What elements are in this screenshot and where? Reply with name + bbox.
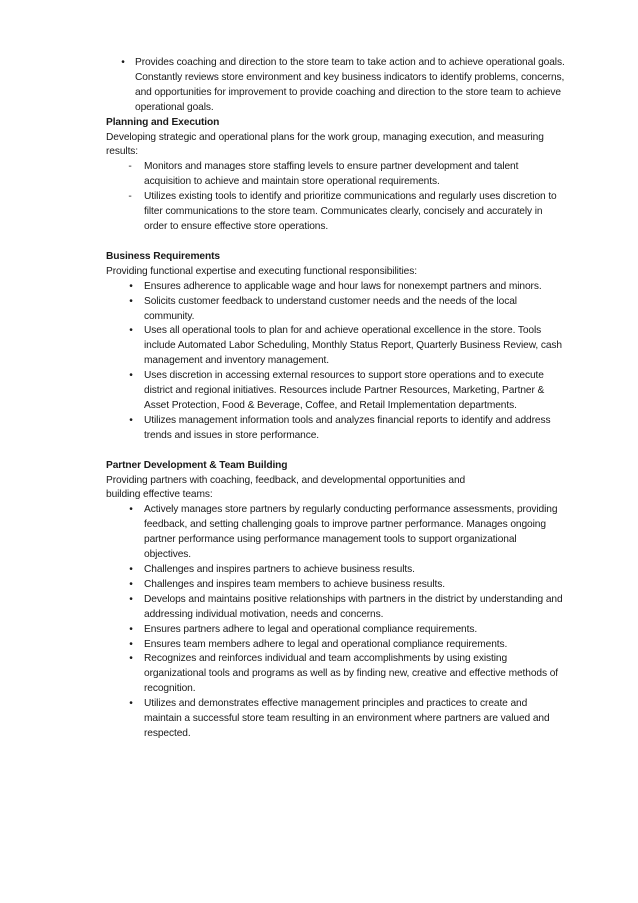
bullet-icon: • <box>121 57 125 68</box>
section-heading-planning: Planning and Execution <box>106 116 220 128</box>
bullet-icon: • <box>129 504 133 516</box>
bullet-icon: • <box>129 698 133 710</box>
bullet-icon: • <box>129 564 133 575</box>
section-heading-partner-development: Partner Development & Team Building <box>106 459 288 471</box>
section-intro-business: Providing functional expertise and executing functional responsibilities: <box>106 265 417 277</box>
bullet-icon: • <box>129 370 133 382</box>
list-item: • Ensures team members adhere to legal and operational compliance requirements. <box>106 638 566 653</box>
bullet-icon: • <box>129 593 133 605</box>
list-item: • Solicits customer feedback to understand customer needs and the needs of the local community. <box>106 295 566 325</box>
dash-icon: - <box>128 161 132 173</box>
business-list <box>106 280 566 444</box>
bullet-icon: • <box>129 295 133 307</box>
list-item: • Recognizes and reinforces individual and team accomplishments by using existing organizational tools and programs as well as by finding new, creative and effective methods of recognition. <box>106 652 566 697</box>
bullet-icon: • <box>129 623 133 635</box>
intro-bullet-list <box>106 56 566 116</box>
bullet-icon: • <box>129 414 133 426</box>
list-item: • Ensures partners adhere to legal and operational compliance requirements. <box>106 623 566 638</box>
list-item: • Challenges and inspires team members to achieve business results. <box>106 578 566 593</box>
list-item: - Utilizes existing tools to identify and prioritize communications and regularly uses discretion to filter communications to the store team. Communicates clearly, concisely and accurately in order to ensure effective store operations. <box>106 190 566 235</box>
bullet-icon: • <box>129 280 133 292</box>
list-item: • Uses discretion in accessing external resources to support store operations and to execute district and regional initiatives. Resources include Partner Resources, Marketing, Partner & Asset Protection, Food & Beverage, Coffee, and Retail Implementation departments. <box>106 369 566 414</box>
section-intro-partner-development: Providing partners with coaching, feedback, and developmental opportunities and building effective teams: <box>106 474 466 501</box>
dash-icon: - <box>128 191 132 203</box>
list-item: - Monitors and manages store staffing levels to ensure partner development and talent acquisition to achieve and maintain store operational requirements. <box>106 160 566 190</box>
bullet-icon: • <box>129 578 133 590</box>
list-item: • Challenges and inspires partners to achieve business results. <box>106 563 566 578</box>
section-intro-planning: Developing strategic and operational plans for the work group, managing execution, and measuring results: <box>106 131 544 158</box>
bullet-icon: • <box>129 638 133 650</box>
list-item: • Ensures adherence to applicable wage and hour laws for nonexempt partners and minors. <box>106 280 566 295</box>
section-heading-business: Business Requirements <box>106 250 220 262</box>
list-item: • Utilizes management information tools and analyzes financial reports to identify and address trends and issues in store performance. <box>106 414 566 444</box>
planning-list <box>106 160 566 235</box>
partner-development-list <box>106 503 566 742</box>
list-item: • Actively manages store partners by regularly conducting performance assessments, providing feedback, and setting challenging goals to improve partner performance. Manages ongoing partner performance using performance management tools to support organizational objectives. <box>106 503 566 563</box>
bullet-icon: • <box>129 653 133 665</box>
list-item: • Uses all operational tools to plan for and achieve operational excellence in the store. Tools include Automated Labor Scheduling, Monthly Status Report, Quarterly Business Review, cash management and inventory management. <box>106 324 566 369</box>
bullet-icon: • <box>129 325 133 337</box>
list-item: • Utilizes and demonstrates effective management principles and practices to create and maintain a successful store team resulting in an environment where partners are valued and respected. <box>106 697 566 742</box>
list-item: • Develops and maintains positive relationships with partners in the district by understanding and addressing individual motivation, needs and concerns. <box>106 593 566 623</box>
document-body <box>106 56 566 742</box>
list-item: • Provides coaching and direction to the store team to take action and to achieve operational goals. Constantly reviews store environment and key business indicators to identify problems, concerns, and opportunities for improvement to provide coaching and direction to the store team to achieve operational goals. <box>106 56 566 116</box>
